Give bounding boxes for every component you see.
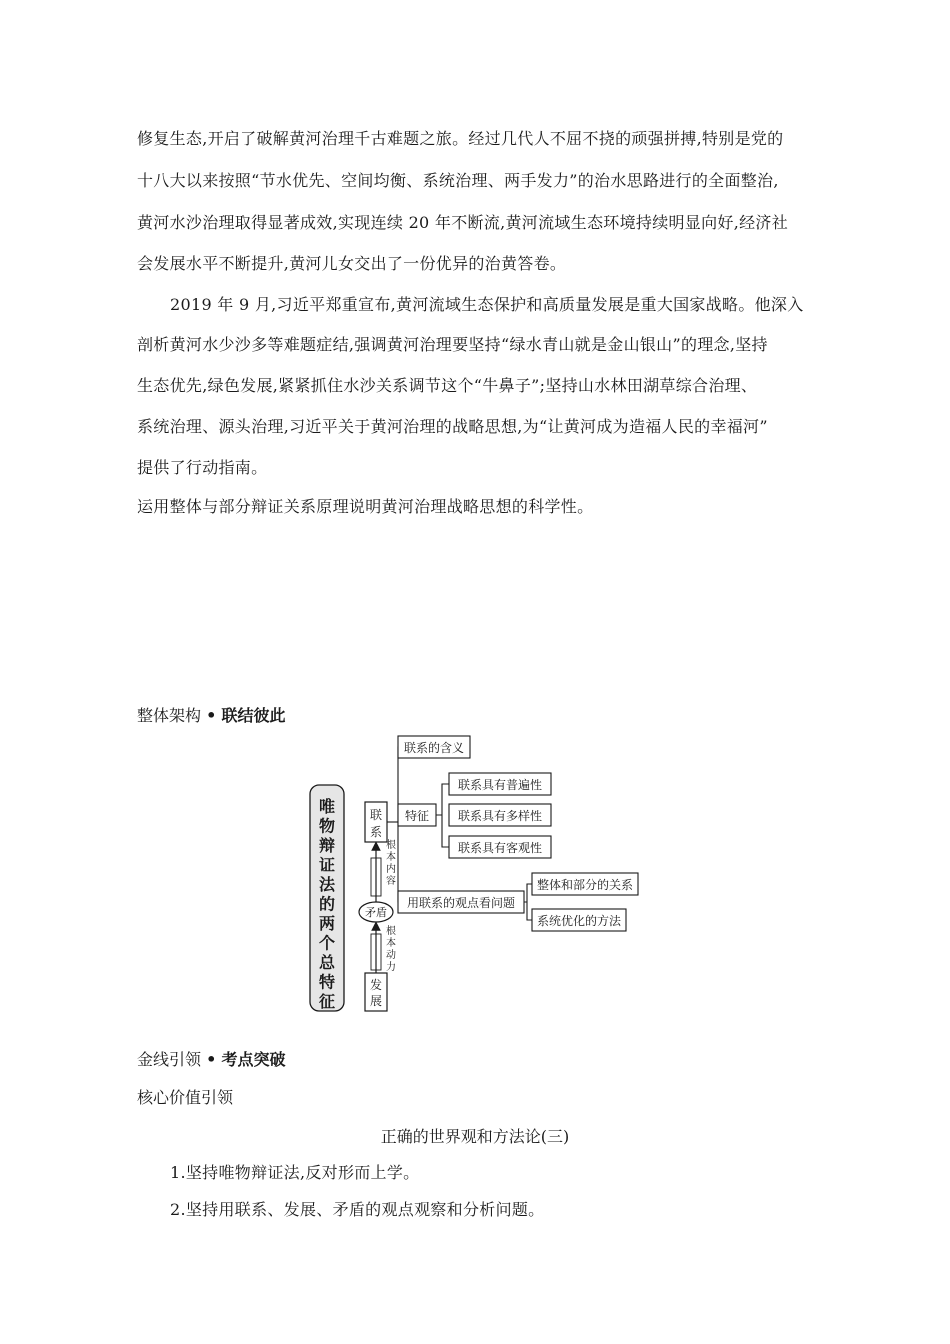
section-dot: • bbox=[206, 706, 217, 725]
section-prefix: 金线引领 bbox=[137, 1050, 202, 1069]
arrow-down-label bbox=[386, 924, 396, 973]
vertical-char: 物 bbox=[318, 816, 336, 836]
passage-line: 生态优先,绿色发展,紧紧抓住水沙关系调节这个“牛鼻子”;坚持山水林田湖草综合治理、 bbox=[137, 376, 758, 395]
vertical-char: 个 bbox=[318, 933, 336, 953]
feature-item: 联系具有客观性 bbox=[457, 841, 543, 855]
question-text: 运用整体与部分辩证关系原理说明黄河治理战略思想的科学性。 bbox=[137, 497, 594, 516]
passage-line: 黄河水沙治理取得显著成效,实现连续 20 年不断流,黄河流域生态环境持续明显向好,经济社 bbox=[137, 213, 788, 232]
list-item-number: 2. bbox=[170, 1200, 186, 1219]
vertical-char: 法 bbox=[318, 875, 336, 894]
meaning-label: 联系的含义 bbox=[403, 741, 465, 755]
passage-line: 剖析黄河水少沙多等难题症结,强调黄河治理要坚持“绿水青山就是金山银山”的理念,坚持 bbox=[137, 335, 768, 354]
section-heading-breakthrough bbox=[137, 1047, 285, 1070]
vertical-char: 内 bbox=[386, 864, 396, 875]
vertical-char: 辩 bbox=[318, 836, 336, 855]
vertical-char: 本 bbox=[386, 938, 396, 949]
vertical-char: 根 bbox=[386, 840, 396, 851]
passage-line: 修复生态,开启了破解黄河治理千古难题之旅。经过几代人不屈不挠的顽强拼搏,特别是党的 bbox=[137, 129, 784, 148]
vertical-char: 的 bbox=[318, 894, 336, 914]
core-value-heading: 核心价值引领 bbox=[137, 1088, 234, 1107]
vertical-char: 力 bbox=[386, 962, 396, 973]
passage-line: 2019 年 9 月,习近平郑重宣布,黄河流域生态保护和高质量发展是重大国家战略。他深入 bbox=[170, 295, 804, 314]
contradiction-label: 矛盾 bbox=[365, 906, 387, 919]
vertical-char: 动 bbox=[386, 950, 396, 961]
passage-line: 提供了行动指南。 bbox=[137, 458, 268, 477]
list-item bbox=[170, 1197, 544, 1220]
section-title: 联结彼此 bbox=[221, 706, 286, 725]
view-item: 系统优化的方法 bbox=[536, 914, 622, 928]
arrow-up-label bbox=[386, 838, 396, 887]
vertical-char: 本 bbox=[386, 852, 396, 863]
vertical-char: 总 bbox=[318, 953, 336, 972]
feature-item: 联系具有多样性 bbox=[457, 809, 543, 823]
list-item-text: 坚持唯物辩证法,反对形而上学。 bbox=[185, 1163, 420, 1182]
section-title: 考点突破 bbox=[221, 1050, 286, 1069]
vertical-char: 唯 bbox=[318, 797, 336, 816]
vertical-char: 系 bbox=[369, 825, 383, 839]
vertical-char: 两 bbox=[318, 914, 336, 933]
view-item: 整体和部分的关系 bbox=[536, 878, 634, 892]
main-concept-label bbox=[319, 797, 336, 1011]
passage-line: 十八大以来按照“节水优先、空间均衡、系统治理、两手发力”的治水思路进行的全面整治, bbox=[137, 171, 779, 190]
section-heading-structure bbox=[137, 703, 285, 726]
section-prefix: 整体架构 bbox=[137, 706, 202, 725]
list-item-number: 1. bbox=[170, 1163, 186, 1182]
concept-diagram bbox=[0, 730, 950, 1020]
vertical-char: 容 bbox=[386, 876, 396, 887]
view-label: 用联系的观点看问题 bbox=[406, 896, 516, 910]
passage-line: 会发展水平不断提升,黄河儿女交出了一份优异的治黄答卷。 bbox=[137, 254, 567, 273]
vertical-char: 联 bbox=[369, 808, 383, 822]
vertical-char: 根 bbox=[386, 926, 396, 937]
passage-line: 系统治理、源头治理,习近平关于黄河治理的战略思想,为“让黄河成为造福人民的幸福河” bbox=[137, 417, 768, 436]
subtitle: 正确的世界观和方法论(三) bbox=[380, 1127, 570, 1146]
feature-label: 特征 bbox=[404, 809, 430, 823]
vertical-char: 征 bbox=[318, 992, 336, 1011]
list-item-text: 坚持用联系、发展、矛盾的观点观察和分析问题。 bbox=[185, 1200, 545, 1219]
section-dot: • bbox=[206, 1050, 217, 1069]
vertical-char: 证 bbox=[318, 855, 336, 875]
feature-item: 联系具有普遍性 bbox=[457, 778, 543, 792]
vertical-char: 发 bbox=[369, 978, 383, 992]
vertical-char: 展 bbox=[369, 994, 383, 1008]
list-item bbox=[170, 1160, 419, 1183]
vertical-char: 特 bbox=[318, 972, 336, 992]
